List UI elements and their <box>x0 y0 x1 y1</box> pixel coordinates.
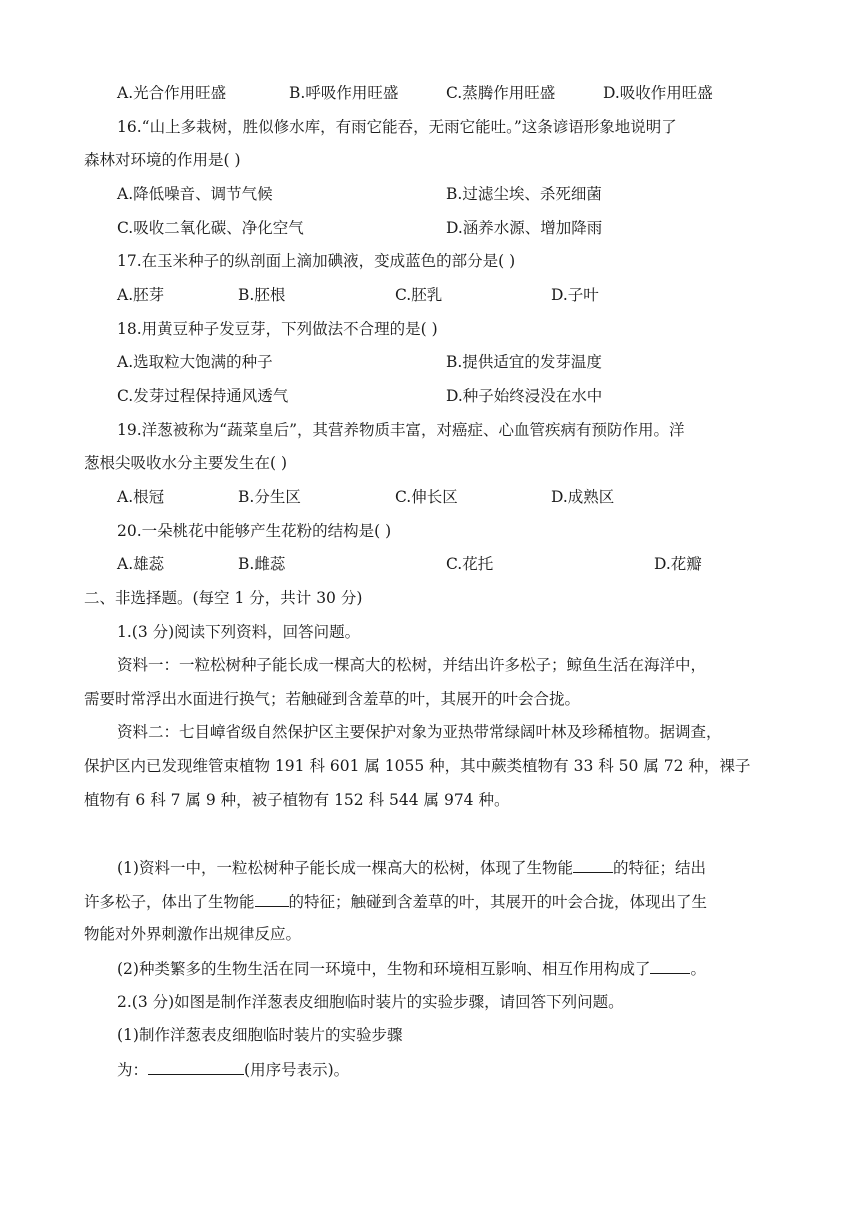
q17-option-b: B.胚根 <box>238 286 286 304</box>
q19-option-c: C.伸长区 <box>395 488 458 506</box>
answer-blank-3[interactable] <box>650 957 690 974</box>
q19-option-b: B.分生区 <box>238 488 301 506</box>
nq2-part1-text-a: 为： <box>117 1061 149 1079</box>
nq1-part1-text-b: 的特征；结出 <box>612 859 706 877</box>
q20-option-d: D.花瓣 <box>654 555 702 573</box>
nq1-part1-line1 <box>117 856 706 879</box>
q19-stem-line1: 19.洋葱被称为“蔬菜皇后”，其营养物质丰富，对癌症、心血管疾病有预防作用。洋 <box>117 421 685 439</box>
q16-option-c: C.吸收二氧化碳、净化空气 <box>117 219 304 237</box>
q16-option-b: B.过滤尘埃、杀死细菌 <box>446 185 602 203</box>
q18-option-c: C.发芽过程保持通风透气 <box>117 387 289 405</box>
answer-blank-2[interactable] <box>255 890 289 907</box>
q18-option-b: B.提供适宜的发芽温度 <box>446 353 602 371</box>
answer-blank-1[interactable] <box>573 856 613 873</box>
q15-option-d: D.吸收作用旺盛 <box>603 84 713 102</box>
q18-option-a: A.选取粒大饱满的种子 <box>117 353 273 371</box>
nq1-part1-text-d: 的特征；触碰到含羞草的叶，其展开的叶会合拢，体现出了生 <box>288 893 708 911</box>
nq1-material2-line1: 资料二：七目嶂省级自然保护区主要保护对象为亚热带常绿阔叶林及珍稀植物。据调查， <box>117 723 722 741</box>
nq2-part1-line1: (1)制作洋葱表皮细胞临时装片的实验步骤 <box>117 1026 403 1044</box>
q20-stem: 20.一朵桃花中能够产生花粉的结构是( ) <box>117 522 392 540</box>
nq1-material2-line3: 植物有 6 科 7 属 9 种，被子植物有 152 科 544 属 974 种。 <box>84 791 510 809</box>
q16-option-d: D.涵养水源、增加降雨 <box>446 219 603 237</box>
nq1-part2-line <box>117 957 706 980</box>
q19-option-a: A.根冠 <box>117 488 165 506</box>
nq1-part1-text-a: (1)资料一中，一粒松树种子能长成一棵高大的松树，体现了生物能 <box>117 859 573 877</box>
q17-option-c: C.胚乳 <box>395 286 443 304</box>
q17-option-a: A.胚芽 <box>117 286 165 304</box>
q16-stem-line2: 森林对环境的作用是( ) <box>84 151 241 169</box>
q15-option-c: C.蒸腾作用旺盛 <box>446 84 556 102</box>
q15-option-b: B.呼吸作用旺盛 <box>289 84 399 102</box>
nq1-stem: 1.(3 分)阅读下列资料，回答问题。 <box>117 623 361 641</box>
q18-stem: 18.用黄豆种子发豆芽，下列做法不合理的是( ) <box>117 320 438 338</box>
q19-option-d: D.成熟区 <box>551 488 615 506</box>
nq1-part1-line3: 物能对外界刺激作出规律反应。 <box>84 925 302 943</box>
q18-option-d: D.种子始终浸没在水中 <box>446 387 603 405</box>
nq1-material2-line2: 保护区内已发现维管束植物 191 科 601 属 1055 种，其中蕨类植物有 33 科 50 属 72 种，裸子 <box>84 757 751 775</box>
nq1-part2-text-b: 。 <box>690 960 706 978</box>
q15-option-a: A.光合作用旺盛 <box>117 84 227 102</box>
nq1-part2-text-a: (2)种类繁多的生物生活在同一环境中，生物和环境相互影响、相互作用构成了 <box>117 960 651 978</box>
q16-stem-line1: 16.“山上多栽树，胜似修水库，有雨它能吞，无雨它能吐。”这条谚语形象地说明了 <box>117 118 677 136</box>
q17-option-d: D.子叶 <box>551 286 599 304</box>
nq2-part1-line2 <box>117 1058 349 1081</box>
q16-option-a: A.降低噪音、调节气候 <box>117 185 273 203</box>
nq1-part1-text-c: 许多松子，体出了生物能 <box>84 893 255 911</box>
q20-option-a: A.雄蕊 <box>117 555 165 573</box>
nq2-part1-text-b: (用序号表示)。 <box>244 1061 350 1079</box>
nq1-material1-line2: 需要时常浮出水面进行换气；若触碰到含羞草的叶，其展开的叶会合拢。 <box>84 690 581 708</box>
section-heading: 二、非选择题。(每空 1 分，共计 30 分) <box>84 589 363 607</box>
answer-blank-4[interactable] <box>148 1058 244 1075</box>
nq1-part1-line2 <box>84 890 707 913</box>
nq1-material1-line1: 资料一：一粒松树种子能长成一棵高大的松树，并结出许多松子；鲸鱼生活在海洋中， <box>117 656 707 674</box>
q20-option-b: B.雌蕊 <box>238 555 286 573</box>
q19-stem-line2: 葱根尖吸收水分主要发生在( ) <box>84 454 288 472</box>
q20-option-c: C.花托 <box>446 555 494 573</box>
nq2-stem: 2.(3 分)如图是制作洋葱表皮细胞临时装片的实验步骤，请回答下列问题。 <box>117 993 624 1011</box>
q17-stem: 17.在玉米种子的纵剖面上滴加碘液，变成蓝色的部分是( ) <box>117 252 516 270</box>
